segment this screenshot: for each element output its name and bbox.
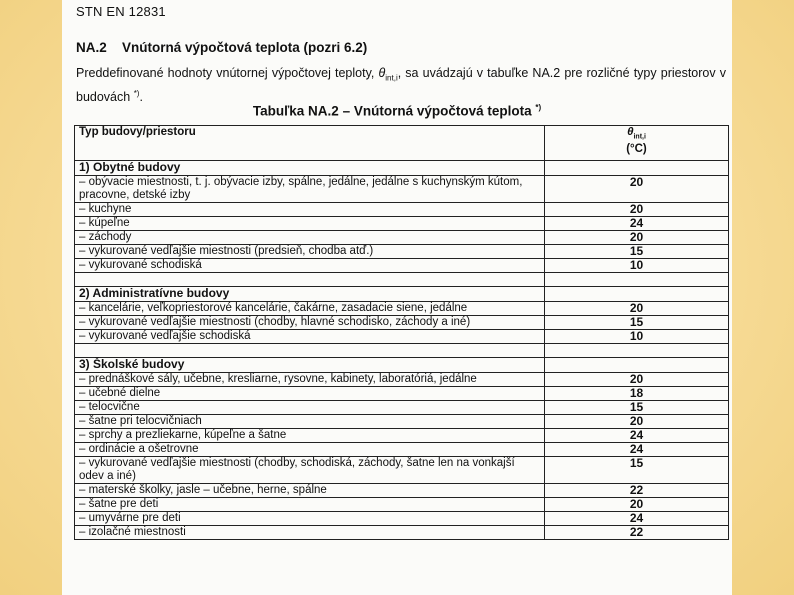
room-type: – záchody [75, 231, 545, 245]
intro-text-1: Preddefinované hodnoty vnútornej výpočtovej teploty, [76, 66, 379, 80]
table-row [75, 484, 729, 498]
category-title: 2) Administratívne budovy [75, 287, 545, 302]
temperature-value: 20 [545, 373, 729, 387]
temperature-value: 15 [545, 316, 729, 330]
spacer-row [75, 344, 729, 358]
intro-end: . [139, 89, 143, 104]
table-row [75, 512, 729, 526]
header-temperature [545, 126, 729, 161]
header-theta-sub: int,i [633, 133, 646, 141]
temperature-value: 24 [545, 429, 729, 443]
room-type: – telocvične [75, 401, 545, 415]
theta-symbol: θ [378, 66, 386, 80]
table-row [75, 245, 729, 259]
temperature-value: 20 [545, 498, 729, 512]
table-caption [62, 103, 732, 119]
temperature-value: 15 [545, 245, 729, 259]
document-page [62, 0, 732, 595]
room-type: – vykurované vedľajšie schodiská [75, 330, 545, 344]
table-row [75, 498, 729, 512]
temperature-value: 15 [545, 457, 729, 484]
temperature-value: 10 [545, 330, 729, 344]
room-type: – šatne pre deti [75, 498, 545, 512]
header-theta: θ [627, 126, 634, 138]
table-row [75, 259, 729, 273]
header-unit: (°C) [626, 143, 647, 156]
table-row [75, 231, 729, 245]
table-row [75, 457, 729, 484]
temperature-value: 15 [545, 401, 729, 415]
temperature-value: 20 [545, 415, 729, 429]
footnote-mark: *) [133, 88, 140, 98]
table-row [75, 176, 729, 203]
temperature-value: 10 [545, 259, 729, 273]
category-title: 1) Obytné budovy [75, 161, 545, 176]
table-caption-text: Tabuľka NA.2 – Vnútorná výpočtová teplota [252, 103, 536, 119]
room-type: – prednáškové sály, učebne, kresliarne, rysovne, kabinety, laboratóriá, jedálne [75, 373, 545, 387]
room-type: – šatne pri telocvičniach [75, 415, 545, 429]
header-building-type: Typ budovy/priestoru [75, 126, 545, 161]
temperature-value: 24 [545, 217, 729, 231]
room-type: – obývacie miestnosti, t. j. obývacie izby, spálne, jedálne, jedálne s kuchynským kútom, pracovne, detské izby [75, 176, 545, 203]
table-row [75, 429, 729, 443]
intro-paragraph [76, 66, 726, 105]
room-type: – vykurované vedľajšie miestnosti (chodby, hlavné schodisko, záchody a iné) [75, 316, 545, 330]
room-type: – učebné dielne [75, 387, 545, 401]
temperature-table [74, 125, 729, 540]
room-type: – kancelárie, veľkopriestorové kancelárie, čakárne, zasadacie siene, jedálne [75, 302, 545, 316]
category-row [75, 358, 729, 373]
room-type: – vykurované schodiská [75, 259, 545, 273]
category-title: 3) Školské budovy [75, 358, 545, 373]
temperature-value: 22 [545, 484, 729, 498]
table-row [75, 330, 729, 344]
category-row [75, 287, 729, 302]
room-type: – vykurované vedľajšie miestnosti (predsieň, chodba atď.) [75, 245, 545, 259]
temperature-value: 20 [545, 231, 729, 245]
temperature-value: 20 [545, 176, 729, 203]
table-row [75, 217, 729, 231]
room-type: – vykurované vedľajšie miestnosti (chodby, schodiská, záchody, šatne len na vonkajší odev a iné) [75, 457, 545, 484]
room-type: – izolačné miestnosti [75, 526, 545, 540]
temperature-value: 20 [545, 302, 729, 316]
table-row [75, 302, 729, 316]
room-type: – ordinácie a ošetrovne [75, 443, 545, 457]
temperature-value: 22 [545, 526, 729, 540]
table-row [75, 387, 729, 401]
table-caption-footnote: *) [535, 103, 542, 112]
table-row [75, 203, 729, 217]
temperature-value: 20 [545, 203, 729, 217]
table-row [75, 415, 729, 429]
temperature-value: 24 [545, 512, 729, 526]
theta-subscript: int,i [385, 73, 398, 83]
table-row [75, 401, 729, 415]
room-type: – kúpeľne [75, 217, 545, 231]
room-type: – kuchyne [75, 203, 545, 217]
table-row [75, 373, 729, 387]
category-row [75, 161, 729, 176]
table-row [75, 316, 729, 330]
document-id: STN EN 12831 [76, 4, 166, 19]
temperature-value: 24 [545, 443, 729, 457]
section-heading [76, 40, 367, 55]
temperature-value: 18 [545, 387, 729, 401]
room-type: – sprchy a prezliekarne, kúpeľne a šatne [75, 429, 545, 443]
section-number: NA.2 [76, 40, 107, 55]
table-row [75, 443, 729, 457]
room-type: – materské školky, jasle – učebne, herne, spálne [75, 484, 545, 498]
spacer-row [75, 273, 729, 287]
intro-text-2: , sa uvádzajú v tabuľke NA.2 pre rozličné typy priestorov v budovách [76, 66, 726, 104]
table-row [75, 526, 729, 540]
section-title: Vnútorná výpočtová teplota (pozri 6.2) [122, 40, 368, 55]
room-type: – umyvárne pre deti [75, 512, 545, 526]
